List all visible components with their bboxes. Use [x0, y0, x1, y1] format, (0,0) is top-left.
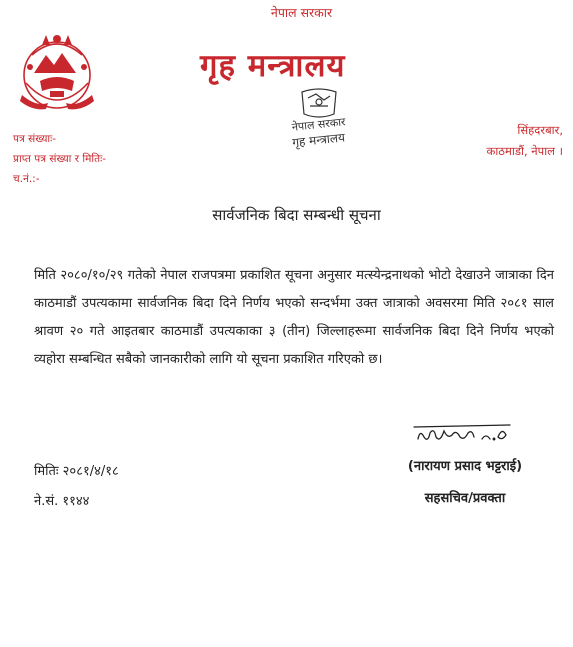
received-letter-label: प्राप्त पत्र संख्या र मितिः- — [13, 153, 106, 165]
dispatch-number-label: च.नं.:- — [13, 173, 40, 185]
address-line-1: सिंहदरबार, — [517, 123, 563, 137]
nepal-sambat-year: ने.सं. ११४४ — [34, 494, 90, 509]
stamp-text-top: नेपाल सरकार — [291, 115, 347, 134]
handwritten-signature — [410, 417, 520, 449]
nepal-emblem-icon — [12, 25, 102, 117]
ministry-name: गृह मन्त्रालय — [200, 48, 346, 84]
government-name: नेपाल सरकार — [270, 5, 333, 20]
reference-fields — [13, 129, 106, 189]
address-line-2: काठमाडौं, नेपाल । — [486, 144, 563, 158]
ministry-stamp-icon — [272, 88, 366, 150]
notice-body: मिति २०८०/१०/२९ गतेको नेपाल राजपत्रमा प्रकाशित सूचना अनुसार मत्स्येन्द्रनाथको भोटो देखाउने जात्राका दिन काठमाडौं उपत्यकामा सार्वजनिक बिदा दिने निर्णय भएको सन्दर्भमा उक्त जात्राको अवसरमा मिति २०८१ साल श्रावण २० गते आइतबार काठमाडौं उपत्यकाका ३ (तीन) जिल्लाहरूमा सार्वजनिक बिदा दिने निर्णय भएको व्यहोरा सम्बन्धित सबैको जानकारीको लागि यो सूचना प्रकाशित गरिएको छ। — [34, 268, 554, 367]
notice-title: सार्वजनिक बिदा सम्बन्धी सूचना — [212, 206, 381, 224]
signer-title: सहसचिव/प्रवक्ता — [424, 491, 506, 506]
office-address — [433, 120, 563, 162]
stamp-text-bottom: गृह मन्त्रालय — [291, 130, 346, 150]
letter-number-label: पत्र संख्याः- — [13, 133, 57, 145]
signer-name: (नारायण प्रसाद भट्टराई) — [407, 459, 523, 474]
issue-date: मितिः २०८१/४/१८ — [34, 464, 119, 479]
